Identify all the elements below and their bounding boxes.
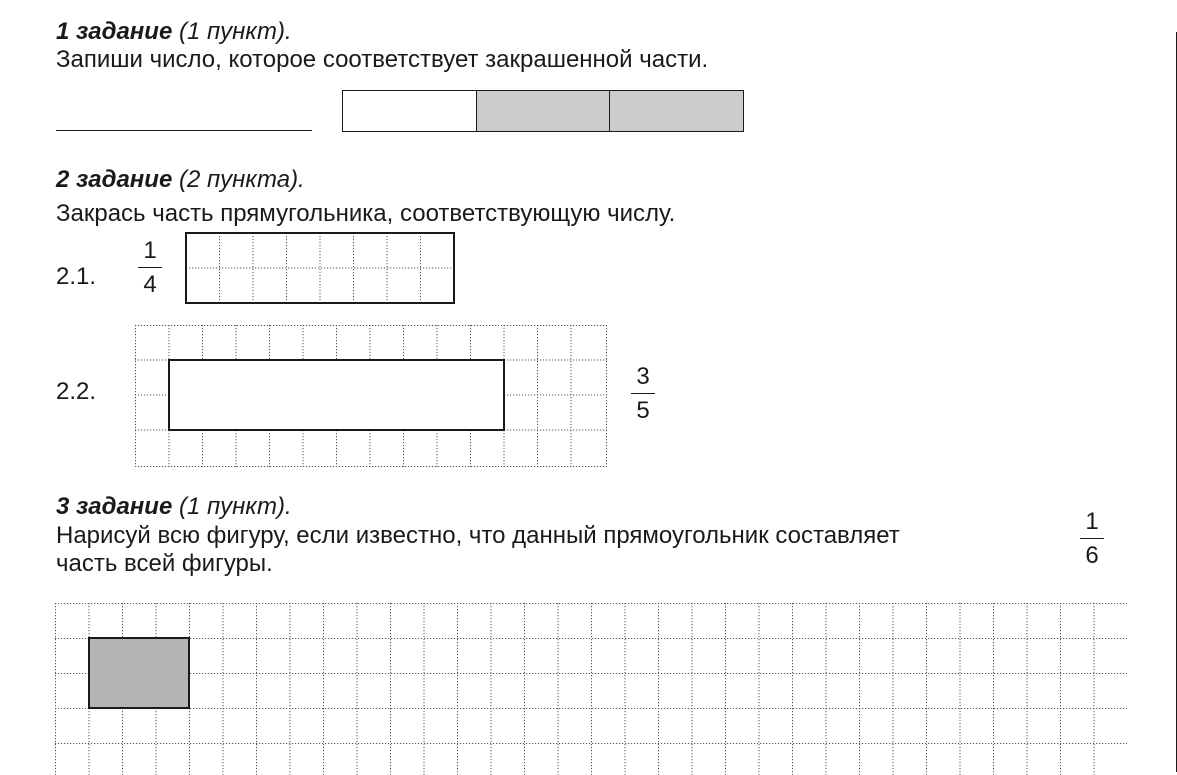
- task1-instruction: Запиши число, которое соответствует закрашенной части.: [56, 46, 709, 73]
- bar-segment-shaded: [477, 91, 611, 131]
- task3-drawing-grid[interactable]: [55, 603, 1127, 775]
- task3-instruction-line1: Нарисуй всю фигуру, если известно, что данный прямоугольник составляет: [56, 522, 900, 549]
- task1-title-bold: 1 задание: [56, 18, 173, 45]
- fraction-numerator: 1: [143, 237, 157, 264]
- task3-given-rectangle: [89, 638, 189, 708]
- fraction-bar: [631, 393, 655, 394]
- item-2-1-dotted-grid: [186, 233, 454, 303]
- item-2-2-rectangle: [169, 360, 504, 430]
- task1-answer-line[interactable]: [56, 130, 312, 131]
- fraction-denominator: 6: [1085, 542, 1099, 569]
- task3-instruction-line2: часть всей фигуры.: [56, 550, 273, 577]
- item-2-2-grid[interactable]: [135, 325, 607, 467]
- fraction-bar: [1080, 538, 1104, 539]
- task2-instruction: Закрась часть прямугольника, соответствующую числу.: [56, 200, 676, 227]
- item-2-1-fraction: [138, 238, 162, 298]
- fraction-numerator: 3: [636, 363, 650, 390]
- task3-title-bold: 3 задание: [56, 493, 173, 520]
- task3-fraction: [1080, 509, 1104, 569]
- item-2-2-label: 2.2.: [56, 378, 97, 405]
- task2-title-bold: 2 задание: [56, 166, 173, 193]
- task3-title-points: (1 пункт).: [178, 493, 292, 520]
- task2-title: [56, 167, 305, 193]
- task3-dotted-grid: [55, 603, 1127, 775]
- fraction-numerator: 1: [1085, 508, 1099, 535]
- fraction-bar: [138, 267, 162, 268]
- task3-title: [56, 494, 292, 520]
- fraction-denominator: 5: [636, 397, 650, 424]
- bar-segment-shaded: [610, 91, 743, 131]
- fraction-denominator: 4: [143, 271, 157, 298]
- task2-title-points: (2 пункта).: [178, 166, 305, 193]
- item-2-1-label: 2.1.: [56, 263, 97, 290]
- task1-fraction-bar: [342, 90, 744, 132]
- task1-title-points: (1 пункт).: [178, 18, 292, 45]
- item-2-1-grid-rectangle[interactable]: [186, 233, 454, 303]
- item-2-2-fraction: [631, 364, 655, 424]
- task1-title: [56, 19, 292, 45]
- bar-segment-empty: [343, 91, 477, 131]
